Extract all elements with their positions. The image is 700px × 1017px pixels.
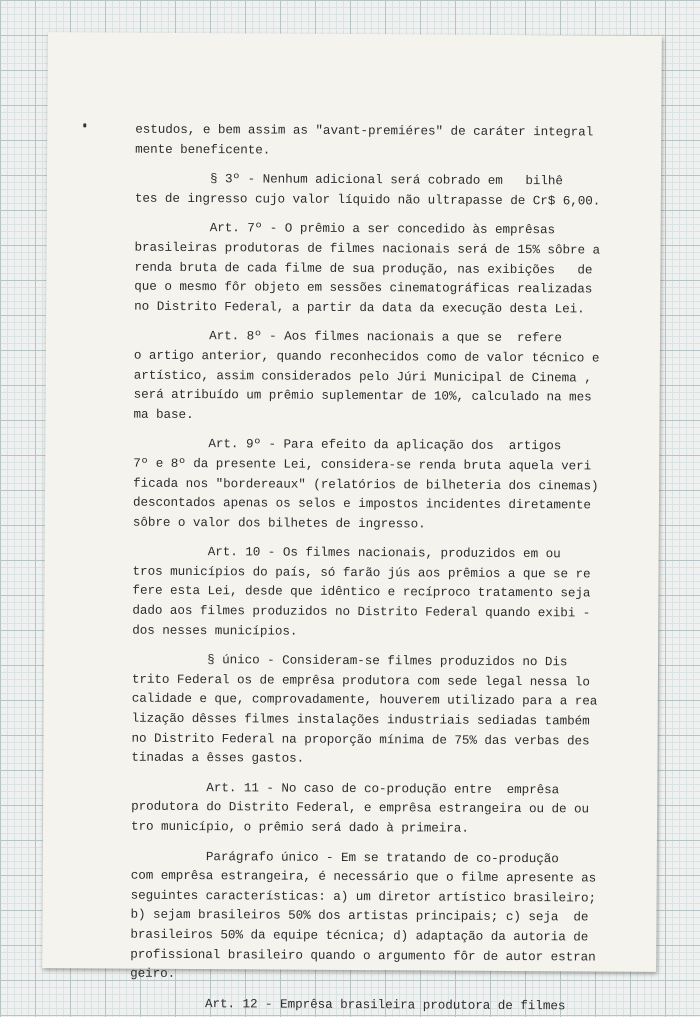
- text-line: Art. 11 - No caso de co-produção entre emprêsa: [131, 780, 560, 798]
- text-line: brasileiras produtoras de filmes nacionais será de 15% sôbre a: [134, 240, 601, 258]
- text-line: no Distrito Federal, a partir da data da execução desta Lei.: [134, 299, 585, 317]
- text-line: tro município, o prêmio será dado à primeira.: [130, 819, 469, 836]
- text-line: dado aos filmes produzidos no Distrito Federal quando exibi -: [132, 603, 591, 621]
- text-line: ma base.: [133, 407, 194, 422]
- text-line: Parágrafo único - Em se tratando de co-produção: [130, 849, 559, 866]
- text-line: Art. 8º - Aos filmes nacionais a que se refere: [133, 329, 562, 346]
- text-line: geiro.: [130, 966, 176, 982]
- text-line: brasileiros 50% da equipe técnica; d) adaptação da autoria de: [130, 927, 589, 945]
- text-line: Art. 10 - Os filmes nacionais, produzidos em ou: [132, 544, 561, 562]
- text-line: profissional brasileiro quando o argumento fôr de autor estran: [130, 947, 596, 965]
- text-line: lização dêsses filmes instalações industriais sediadas também: [131, 711, 590, 729]
- text-line: ficada nos "bordereaux" (relatórios de bilheteria dos cinemas): [133, 476, 599, 494]
- text-line: será atribuído um prêmio suplementar de 10%, calculado na mes: [133, 387, 592, 405]
- text-line: o artigo anterior, quando reconhecidos como de valor técnico e: [133, 348, 600, 366]
- text-line: produtora do Distrito Federal, e emprêsa estrangeira ou de ou: [131, 800, 590, 817]
- text-line: dos nesses municípios.: [132, 623, 298, 639]
- text-line: Art. 9º - Para efeito da aplicação dos artigos: [133, 436, 562, 454]
- text-line: trito Federal os de emprêsa produtora com sede legal nessa lo: [131, 672, 590, 690]
- text-line: fere esta Lei, desde que idêntico e recíproco tratamento seja: [132, 584, 591, 601]
- document-page: [42, 32, 662, 1014]
- text-line: no Distrito Federal na proporção mínima de 75% das verbas des: [131, 731, 590, 749]
- text-line: que o mesmo fôr objeto em sessões cinematográficas realizadas: [134, 279, 593, 297]
- text-line: sôbre o valor dos bilhetes de ingresso.: [132, 515, 426, 532]
- text-line: tes de ingresso cujo valor líquido não ultrapasse de Cr$ 6,00.: [134, 191, 601, 209]
- text-line: § 3º - Nenhum adicional será cobrado em bilhê: [134, 171, 563, 189]
- text-line: Art. 7º - O prêmio a ser concedido às emprêsas: [134, 221, 556, 238]
- text-line: Art. 12 - Emprêsa brasileira produtora de filmes: [129, 996, 566, 1014]
- text-line: renda bruta de cada filme de sua produção, nas exibições de: [134, 260, 593, 278]
- text-line: tros municípios do país, só farão jús aos prêmios a que se re: [132, 564, 591, 582]
- text-line: tinadas a êsses gastos.: [131, 750, 305, 766]
- text-line: mente beneficente.: [135, 142, 271, 158]
- typed-text-body: [129, 121, 601, 1017]
- punch-mark: [83, 123, 86, 127]
- text-line: com emprêsa estrangeira, é necessário que o filme apresente as: [130, 868, 597, 886]
- text-line: § único - Consideram-se filmes produzidos no Dis: [131, 652, 568, 670]
- text-line: calidade e que, comprovadamente, houverem utilizado para a rea: [131, 692, 598, 709]
- text-line: artístico, assim considerados pelo Júri Municipal de Cinema ,: [133, 368, 592, 385]
- text-line: b) sejam brasileiros 50% dos artistas principais; c) seja de: [130, 908, 589, 925]
- text-line: 7º e 8º da presente Lei, considera-se renda bruta aquela veri: [133, 456, 592, 474]
- text-line: seguintes características: a) um diretor artístico brasileiro;: [130, 888, 597, 906]
- text-line: estudos, e bem assim as "avant-premiéres" de caráter integral: [135, 122, 594, 140]
- text-line: descontados apenas os selos e impostos incidentes diretamente: [132, 495, 591, 513]
